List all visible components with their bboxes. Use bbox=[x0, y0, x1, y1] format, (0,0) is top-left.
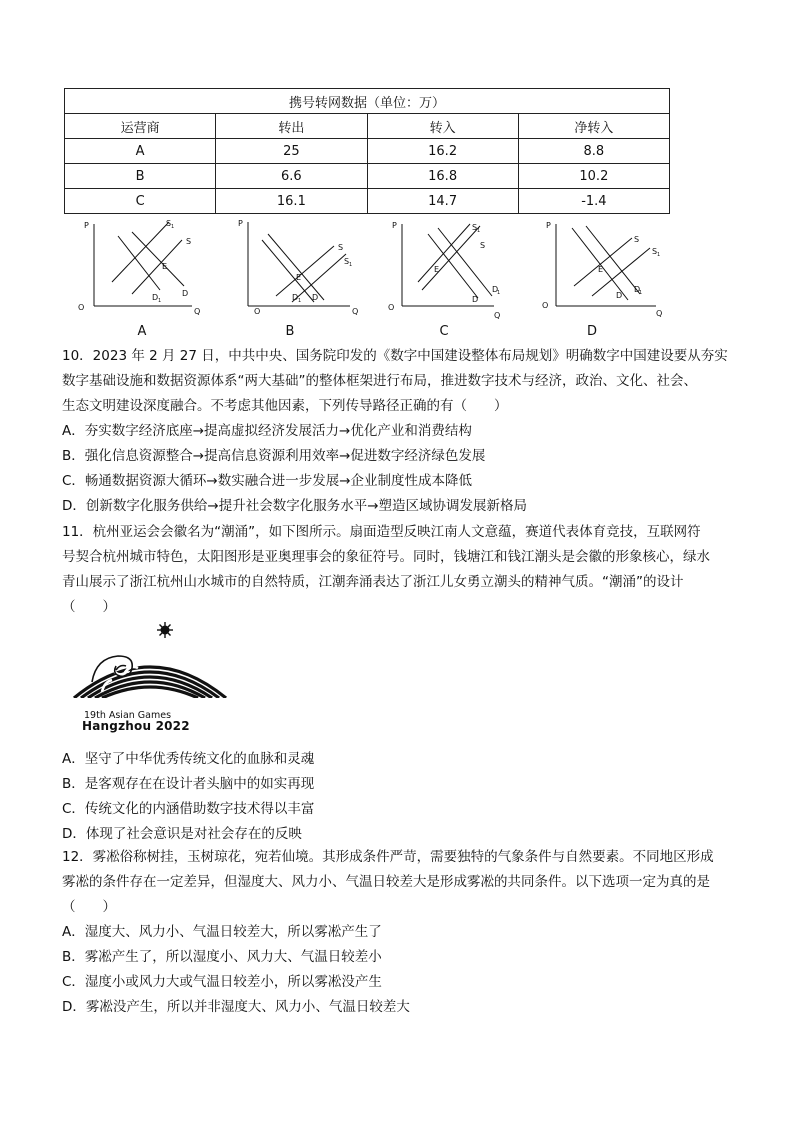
origin-label: O bbox=[542, 301, 549, 310]
origin-label: O bbox=[78, 303, 85, 312]
asian-games-emblem bbox=[66, 618, 236, 738]
supply-curve-s1 bbox=[422, 226, 480, 290]
p-axis-label: P bbox=[238, 219, 243, 228]
number-porting-table bbox=[64, 88, 670, 214]
graph-d bbox=[532, 214, 672, 344]
p-axis-label: P bbox=[392, 221, 397, 230]
origin-label: O bbox=[254, 307, 261, 316]
table-cell: 8.8 bbox=[518, 139, 669, 164]
q-axis-label: Q bbox=[352, 307, 359, 316]
q11-option-a: A．坚守了中华优秀传统文化的血脉和灵魂 bbox=[62, 751, 315, 767]
q-axis-label: Q bbox=[194, 307, 201, 316]
emblem-graphic bbox=[66, 618, 236, 713]
q10-stem-line: 10．2023 年 2 月 27 日，中共中央、国务院印发的《数字中国建设整体布局规划》明确数字中国建设要从夯实 bbox=[62, 348, 728, 364]
s1-subscript: 1 bbox=[477, 228, 481, 234]
s1-label: S bbox=[344, 257, 350, 266]
table-cell: C bbox=[65, 189, 216, 214]
graph-d-svg bbox=[532, 214, 672, 324]
d-label: D bbox=[312, 293, 319, 302]
e-label: E bbox=[598, 265, 604, 274]
table-cell: 16.1 bbox=[216, 189, 367, 214]
graph-c bbox=[380, 214, 520, 344]
d1-label: D bbox=[292, 293, 299, 302]
d1-subscript: 1 bbox=[298, 298, 302, 304]
header-net: 净转入 bbox=[518, 114, 669, 139]
p-axis-label: P bbox=[84, 221, 89, 230]
s1-subscript: 1 bbox=[657, 252, 661, 258]
header-in: 转入 bbox=[367, 114, 518, 139]
graph-b bbox=[228, 214, 368, 344]
s-label: S bbox=[480, 241, 486, 250]
graph-a-svg bbox=[74, 214, 214, 324]
q12-stem-line: 雾凇的条件存在一定差异，但湿度大、风力小、气温日较差大是形成雾凇的共同条件。以下选项一定为真的是 bbox=[62, 874, 710, 890]
d1-subscript: 1 bbox=[639, 290, 643, 296]
q11-stem-line: （ ） bbox=[62, 599, 116, 615]
graph-a bbox=[74, 214, 214, 344]
d1-subscript: 1 bbox=[158, 298, 162, 304]
d1-subscript: 1 bbox=[497, 290, 501, 296]
table-cell: 25 bbox=[216, 139, 367, 164]
question-12 bbox=[62, 845, 734, 1020]
header-operator: 运营商 bbox=[65, 114, 216, 139]
demand-curve-d1 bbox=[438, 228, 492, 296]
graph-b-svg bbox=[228, 214, 368, 324]
e-label: E bbox=[162, 262, 168, 271]
supply-demand-graphs bbox=[62, 214, 682, 344]
demand-curve-d1 bbox=[262, 240, 314, 302]
q-axis-label: Q bbox=[494, 311, 501, 320]
p-axis-label: P bbox=[546, 221, 551, 230]
graph-a-label: A bbox=[137, 324, 147, 339]
emblem-caption-line1: 19th Asian Games bbox=[84, 710, 172, 721]
q11-option-c: C．传统文化的内涵借助数字技术得以丰富 bbox=[62, 801, 315, 817]
question-11-options bbox=[62, 747, 734, 847]
q12-option-d: D．雾凇没产生，所以并非湿度大、风力小、气温日较差大 bbox=[62, 999, 410, 1015]
q11-option-b: B．是客观存在在设计者头脑中的如实再现 bbox=[62, 776, 315, 792]
s1-subscript: 1 bbox=[171, 224, 175, 230]
q11-option-d: D．体现了社会意识是对社会存在的反映 bbox=[62, 826, 302, 842]
s-label: S bbox=[338, 243, 344, 252]
q12-stem-line: （ ） bbox=[62, 899, 116, 915]
q10-option-d: D．创新数字化服务供给→提升社会数字化服务水平→塑造区域协调发展新格局 bbox=[62, 498, 528, 514]
s1-subscript: 1 bbox=[349, 262, 353, 268]
q11-stem-line: 11．杭州亚运会会徽名为“潮涌”，如下图所示。扇面造型反映江南人文意蕴，赛道代表体育竞技，互联网符 bbox=[62, 524, 701, 540]
table-cell: 16.2 bbox=[367, 139, 518, 164]
graph-d-label: D bbox=[586, 324, 597, 339]
q10-option-c: C．畅通数据资源大循环→数实融合进一步发展→企业制度性成本降低 bbox=[62, 473, 473, 489]
q12-stem-line: 12．雾凇俗称树挂，玉树琼花，宛若仙境。其形成条件严苛，需要独特的气象条件与自然要素。不同地区形成 bbox=[62, 849, 714, 865]
supply-curve-s bbox=[418, 224, 470, 282]
q10-stem-line: 生态文明建设深度融合。不考虑其他因素，下列传导路径正确的有（ ） bbox=[62, 398, 508, 414]
supply-curve-s1 bbox=[112, 222, 169, 282]
table-cell: 10.2 bbox=[518, 164, 669, 189]
table-cell: 16.8 bbox=[367, 164, 518, 189]
demand-curve-d bbox=[268, 234, 324, 300]
q10-option-a: A．夯实数字经济底座→提高虚拟经济发展活力→优化产业和消费结构 bbox=[62, 423, 472, 439]
table-cell: B bbox=[65, 164, 216, 189]
e-label: E bbox=[434, 265, 440, 274]
graph-b-label: B bbox=[285, 324, 295, 339]
table-title: 携号转网数据（单位：万） bbox=[65, 89, 670, 114]
q10-stem-line: 数字基础设施和数据资源体系“两大基础”的整体框架进行布局，推进数字技术与经济，政治、文化、社会、 bbox=[62, 373, 697, 389]
d-label: D bbox=[182, 289, 189, 298]
q12-option-a: A．湿度大、风力小、气温日较差大，所以雾凇产生了 bbox=[62, 924, 382, 940]
q11-stem-line: 号契合杭州城市特色，太阳图形是亚奥理事会的象征符号。同时，钱塘江和钱江潮头是会徽的形象核心，绿水 bbox=[62, 549, 710, 565]
q12-option-c: C．湿度小或风力大或气温日较差小，所以雾凇没产生 bbox=[62, 974, 382, 990]
demand-curve-d bbox=[132, 232, 184, 286]
table-cell: 14.7 bbox=[367, 189, 518, 214]
table-cell: A bbox=[65, 139, 216, 164]
table-row bbox=[65, 139, 670, 164]
q10-option-b: B．强化信息资源整合→提高信息资源利用效率→促进数字经济绿色发展 bbox=[62, 448, 486, 464]
sun-icon bbox=[157, 622, 173, 638]
table-row bbox=[65, 189, 670, 214]
e-label: E bbox=[296, 273, 302, 282]
d1-label: D bbox=[634, 285, 641, 294]
d-label: D bbox=[616, 291, 623, 300]
supply-curve-s bbox=[574, 238, 632, 286]
q11-stem-line: 青山展示了浙江杭州山水城市的自然特质，江潮奔涌表达了浙江儿女勇立潮头的精神气质。“潮涌”的设计 bbox=[62, 574, 684, 590]
d1-label: D bbox=[492, 285, 499, 294]
q-axis-label: Q bbox=[656, 309, 663, 318]
table-cell: 6.6 bbox=[216, 164, 367, 189]
d1-label: D bbox=[152, 293, 159, 302]
s1-label: S bbox=[472, 223, 478, 232]
q12-option-b: B．雾凇产生了，所以湿度小、风力大、气温日较差小 bbox=[62, 949, 382, 965]
emblem-caption-line2: Hangzhou 2022 bbox=[82, 719, 190, 733]
table-row bbox=[65, 164, 670, 189]
graph-c-svg bbox=[380, 214, 520, 324]
demand-curve-d1 bbox=[118, 236, 160, 290]
s-label: S bbox=[186, 237, 192, 246]
s-label: S bbox=[634, 235, 640, 244]
header-out: 转出 bbox=[216, 114, 367, 139]
s1-label: S bbox=[652, 247, 658, 256]
question-10 bbox=[62, 344, 734, 519]
question-11 bbox=[62, 520, 734, 620]
s1-label: S bbox=[166, 219, 172, 228]
demand-curve-d bbox=[586, 226, 643, 296]
table-cell: -1.4 bbox=[518, 189, 669, 214]
origin-label: O bbox=[388, 303, 395, 312]
table-header-row bbox=[65, 114, 670, 139]
d-label: D bbox=[472, 295, 479, 304]
graph-c-label: C bbox=[439, 324, 449, 339]
